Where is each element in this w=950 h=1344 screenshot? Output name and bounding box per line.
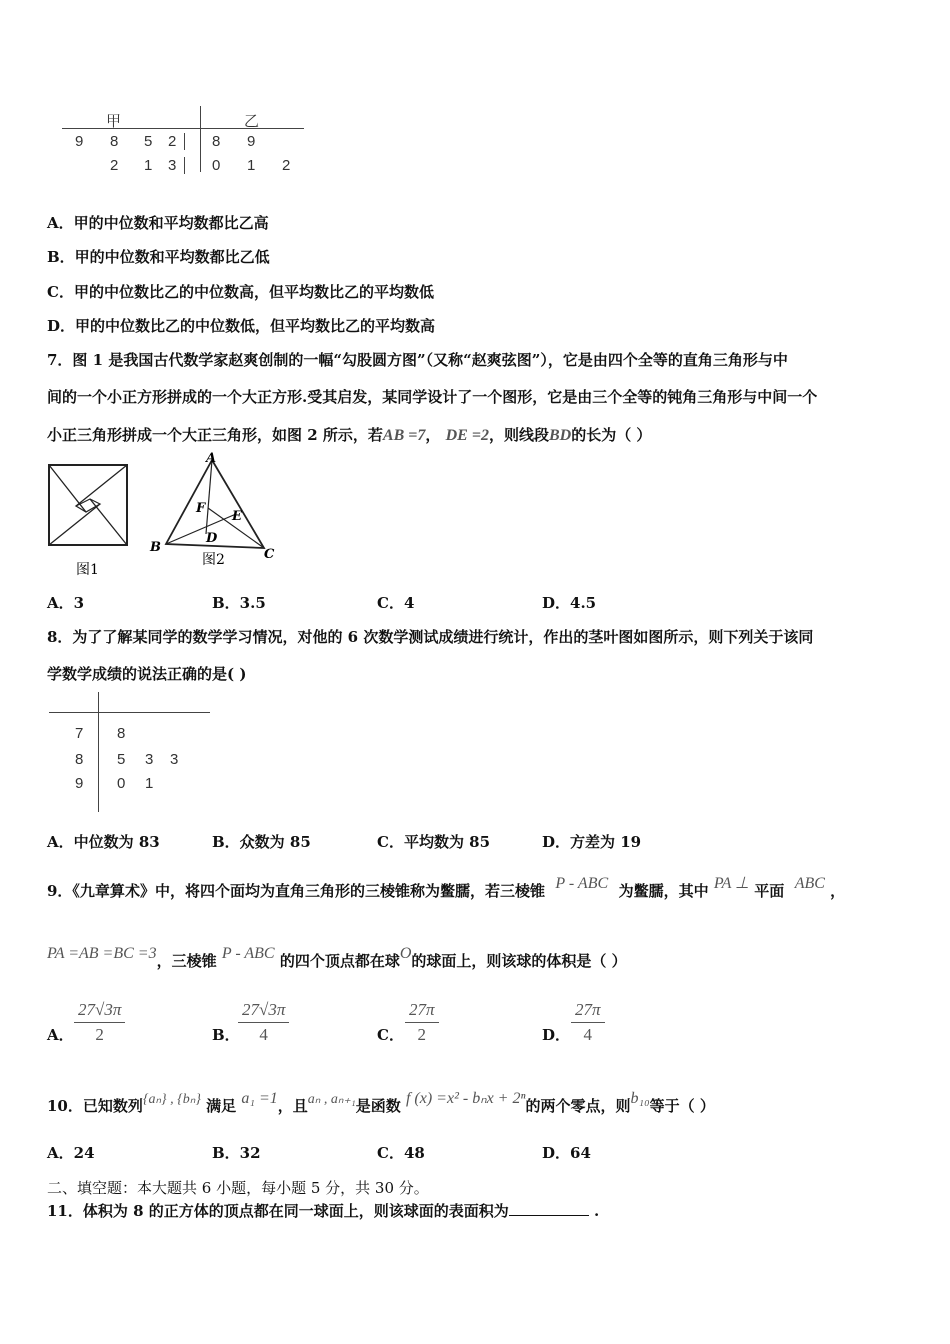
frac-numerator: 27√3π — [242, 1000, 286, 1019]
q9-option-label: C． — [377, 1026, 404, 1044]
fig2-label-c: C — [264, 547, 275, 562]
q6-option-d: D．甲的中位数比乙的中位数低，但平均数比乙的平均数高 — [47, 317, 436, 335]
q8-option-a: A．中位数为 83 — [47, 833, 160, 851]
q9-option-fraction — [238, 1000, 289, 1045]
stem-plot-vline — [200, 106, 201, 172]
q9-text-line1 — [47, 875, 846, 901]
q7-option-c: C．4 — [377, 594, 415, 612]
frac-numerator: 27π — [409, 1000, 435, 1019]
stem-plot-hline — [62, 128, 304, 129]
q9-math-pa-perp: PA ⊥ — [713, 875, 749, 892]
q9-line1-part: 9．《九章算术》中，将四个面均为直角三角形的三棱锥称为鳖臑，若三棱锥 — [47, 882, 545, 900]
fig2-label-d: D — [206, 531, 218, 546]
q10-part: 10．已知数列 — [47, 1097, 143, 1115]
q11-part: 11．体积为 8 的正方体的顶点都在同一球面上，则该球面的表面积为 — [47, 1202, 509, 1220]
q7-text-line3 — [47, 424, 651, 445]
q8-leaf-cell: 0 — [117, 775, 126, 792]
q7-option-a: A．3 — [47, 594, 85, 612]
q9-math-abc: ABC — [794, 875, 825, 892]
leaf-cell: 5 — [144, 133, 153, 150]
q8-option-b: B．众数为 85 — [212, 833, 311, 851]
q7-option-d: D．4.5 — [542, 594, 597, 612]
q9-math-equal-sides: PA =AB =BC =3 — [47, 945, 157, 962]
q9-text-line2 — [47, 945, 627, 971]
fig2-caption: 图2 — [202, 552, 225, 568]
q9-line1-part: 平面 — [754, 882, 785, 900]
q6-option-a: A．甲的中位数和平均数都比乙高 — [47, 214, 269, 232]
leaf-cell: 2 — [282, 157, 291, 174]
stem-head-jia: 甲 — [106, 113, 122, 130]
q10-math-a1: a₁ =1 — [241, 1090, 278, 1107]
q6-option-c: C．甲的中位数比乙的中位数高，但平均数比乙的平均数低 — [47, 283, 434, 301]
frac-denominator: 4 — [259, 1025, 268, 1044]
frac-numerator: 27√3π — [78, 1000, 122, 1019]
leaf-cell: 2 — [110, 157, 119, 174]
fig1-caption: 图1 — [76, 562, 99, 578]
q10-math-b10: b₁₀ — [630, 1090, 650, 1107]
leaf-cell: 1 — [144, 157, 153, 174]
q9-line2-part: ，三棱锥 — [156, 952, 217, 970]
q10-option-d: D．64 — [542, 1144, 591, 1162]
q7-option-b: B．3.5 — [212, 594, 266, 612]
q10-math-an: aₙ , aₙ₊₁ — [307, 1092, 356, 1107]
q9-math-pabc2: P - ABC — [221, 945, 275, 962]
q7-line3-part: 小正三角形拼成一个大正三角形，如图 2 所示，若 — [47, 426, 383, 444]
fig2-label-e: E — [232, 509, 242, 524]
q9-option-label: A． — [47, 1026, 74, 1044]
q8-plot-vline — [98, 692, 99, 812]
fig1-outer-square — [49, 465, 127, 545]
q10-option-b: B．32 — [212, 1144, 261, 1162]
stem-head-yi: 乙 — [244, 113, 260, 130]
q10-part: ，且 — [277, 1097, 308, 1115]
frac-denominator: 4 — [583, 1025, 593, 1044]
q10-option-a: A．24 — [47, 1144, 95, 1162]
q11-part: . — [594, 1202, 600, 1220]
fig2-label-f: F — [196, 501, 206, 516]
q10-part: 的两个零点，则 — [525, 1097, 631, 1115]
q7-math-bd: BD — [548, 427, 572, 444]
q8-plot-hline — [49, 712, 210, 713]
frac-numerator: 27π — [575, 1000, 601, 1019]
q9-option-fraction — [405, 1000, 439, 1045]
fig2-label-b: B — [150, 540, 161, 555]
q7-text-line2: 间的一个小正方形拼成的一个大正方形.受其启发，某同学设计了一个图形，它是由三个全等的钝角三角形与中间一个 — [47, 388, 818, 406]
q7-math-de: DE =2 — [445, 427, 489, 444]
q9-line1-part: 为鳖臑，其中 — [618, 882, 709, 900]
q10-text — [47, 1090, 715, 1116]
q8-leaf-cell: 5 — [117, 751, 126, 768]
leaf-cell: 8 — [110, 133, 119, 150]
q7-figure1-diagram — [46, 462, 132, 580]
q10-part: 是函数 — [355, 1097, 401, 1115]
q9-option-label: D． — [542, 1026, 571, 1044]
q7-math-ab: AB =7 — [382, 427, 426, 444]
q8-stem-cell: 9 — [75, 775, 84, 792]
leaf-cell: 1 — [247, 157, 256, 174]
q8-text-line2: 学数学成绩的说法正确的是( ) — [47, 665, 247, 683]
q8-option-d: D．方差为 19 — [542, 833, 642, 851]
q7-figure2-diagram — [146, 448, 286, 572]
q8-stem-cell: 8 — [75, 751, 84, 768]
q8-leaf-cell: 3 — [170, 751, 179, 768]
leaf-cell: 8 — [212, 133, 221, 150]
section-fill-in-heading: 二、填空题：本大题共 6 小题，每小题 5 分，共 30 分。 — [47, 1179, 429, 1197]
q11-answer-blank[interactable] — [509, 1215, 589, 1216]
q10-part: 满足 — [206, 1097, 237, 1115]
q9-option-fraction — [571, 1000, 605, 1045]
fig1-inner-square — [76, 499, 100, 512]
q8-text-line1: 8．为了了解某同学的数学学习情况，对他的 6 次数学测试成绩进行统计，作出的茎叶图如图所示，则下列关于该同 — [47, 628, 814, 646]
q8-leaf-cell: 8 — [117, 725, 126, 742]
fig2-label-a: A — [206, 451, 217, 466]
q9-option-fraction — [74, 1000, 125, 1045]
stem-cell: 3 — [168, 157, 185, 174]
q9-line2-part: 的四个顶点都在球 — [279, 952, 400, 970]
q7-text-line1: 7．图 1 是我国古代数学家赵爽创制的一幅“勾股圆方图”（又称“赵爽弦图”），它是由四个全等的直角三角形与中 — [47, 351, 788, 369]
q8-option-c: C．平均数为 85 — [377, 833, 491, 851]
frac-denominator: 2 — [95, 1025, 104, 1044]
q8-leaf-cell: 1 — [145, 775, 154, 792]
q10-part: 等于（ ） — [649, 1097, 715, 1115]
leaf-cell: 9 — [75, 133, 84, 150]
q7-line3-part: ，则线段 — [488, 426, 549, 444]
q10-option-c: C．48 — [377, 1144, 425, 1162]
q9-line2-part: 的球面上，则该球的体积是（ ） — [411, 952, 627, 970]
q7-line3-part: 的长为（ ） — [571, 426, 652, 444]
q8-stem-cell: 7 — [75, 725, 84, 742]
leaf-cell: 9 — [247, 133, 256, 150]
stem-cell: 2 — [168, 133, 185, 150]
frac-denominator: 2 — [417, 1025, 427, 1044]
q9-line1-part: ， — [830, 882, 846, 900]
q8-leaf-cell: 3 — [145, 751, 154, 768]
q10-math-sequences: {aₙ} , {bₙ} — [142, 1092, 201, 1107]
q9-option-label: B． — [212, 1026, 240, 1044]
q10-math-function: f (x) =x² - bₙx + 2ⁿ — [405, 1090, 526, 1107]
q9-math-pabc: P - ABC — [555, 875, 609, 892]
q7-sep: ， — [425, 426, 441, 444]
q9-math-o: O — [399, 945, 412, 962]
q11-text — [47, 1200, 599, 1221]
q6-option-b: B．甲的中位数和平均数都比乙低 — [47, 248, 270, 266]
leaf-cell: 0 — [212, 157, 221, 174]
